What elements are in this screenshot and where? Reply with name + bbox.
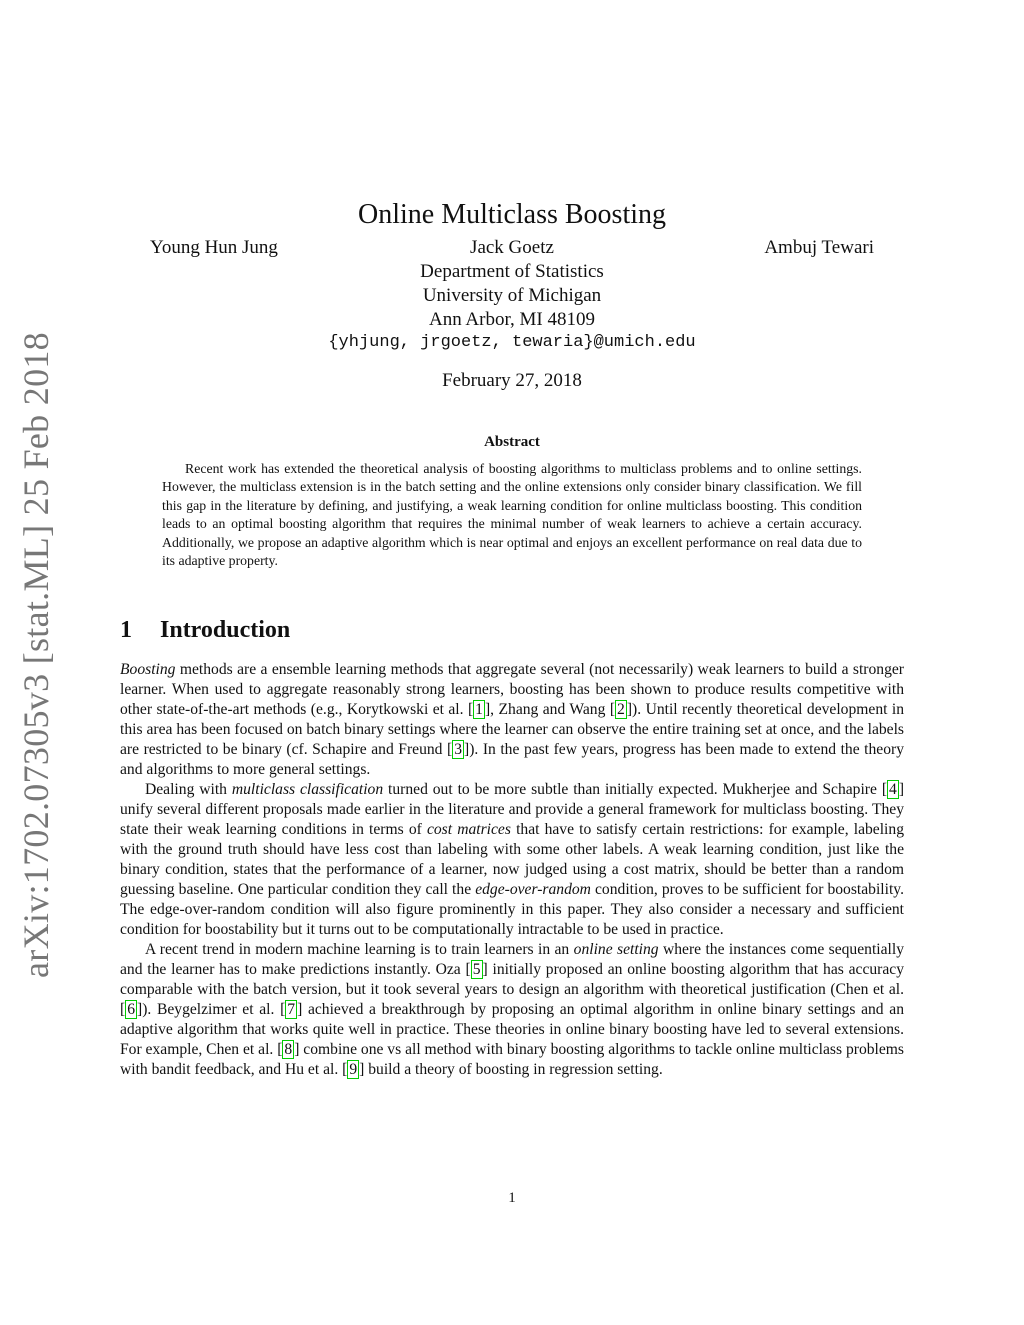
intro-paragraph-1: Boosting methods are a ensemble learning methods that aggregate several (not necessarily) weak learners to build a stronger learner. When used to aggregate reasonably strong learners, boosting has been shown to produce results competitive with other state-of-the-art methods (e.g., Korytkowski et al. [ 1 ], Zhang and Wang [ 2 ]). Until recently theoretical development in this area has been focused on batch binary settings where the learner can observe the entire training set at once, and the labels are restricted to be binary (cf. Schapire and Freund [ 3 ]). In the past few years, progress has been made to extend the theory and algorithms to more general settings. <box>120 661 905 778</box>
author-1: Young Hun Jung <box>150 237 278 258</box>
emphasis-cost-matrices: cost matrices <box>426 821 511 838</box>
emphasis-multiclass-classification: multiclass classification <box>231 781 384 798</box>
citation-link-4[interactable]: 4 <box>889 781 897 798</box>
author-3: Ambuj Tewari <box>764 237 874 258</box>
affiliation-university: University of Michigan <box>422 285 602 306</box>
abstract-text: Recent work has extended the theoretical analysis of boosting algorithms to multiclass problems and to online settings. However, the multiclass extension is in the batch setting and the online extensions only consider binary classification. We fill this gap in the literature by defining, and justifying, a weak learning condition for online multiclass boosting. This condition leads to an optimal boosting algorithm that requires the minimal number of weak learners to achieve a certain accuracy. Additionally, we propose an adaptive algorithm which is near optimal and enjoys an excellent performance on real data due to its adaptive property. <box>162 461 862 569</box>
citation-link-7[interactable]: 7 <box>287 1001 296 1018</box>
paper-title: Online Multiclass Boosting <box>358 198 666 230</box>
emphasis-boosting: Boosting <box>120 661 176 678</box>
intro-paragraph-3: A recent trend in modern machine learning is to train learners in an online setting where the instances come sequentially and the learner has to make predictions instantly. Oza [ 5 ] initially proposed an online boosting algorithm that has accuracy comparable with the batch version, but it took several years to design an algorithm with theoretical justification (Chen et al. [ 6 ]). Beygelzimer et al. [ 7 ] achieved a breakthrough by proposing an optimal algorithm in online binary settings and an adaptive algorithm that works quite well in practice. These theories in online binary boosting have led to several extensions. For example, Chen et al. [ 8 ] combine one vs all method with binary boosting algorithms to tackle online multiclass problems with bandit feedback, and Hu et al. [ 9 ] build a theory of boosting in regression setting. <box>120 941 904 1078</box>
author-emails[interactable]: {yhjung, jrgoetz, tewaria}@umich.edu <box>328 333 696 352</box>
affiliation-location: Ann Arbor, MI 48109 <box>428 309 595 330</box>
emphasis-edge-over-random: edge-over-random <box>475 881 591 898</box>
emphasis-online-setting: online setting <box>573 941 659 958</box>
paper-date: February 27, 2018 <box>442 370 582 391</box>
section-heading-introduction <box>120 617 290 644</box>
citation-link-8[interactable]: 8 <box>284 1041 293 1058</box>
section-number: 1 <box>120 617 132 643</box>
introduction-body <box>120 660 904 1080</box>
citation-link-2[interactable]: 2 <box>617 701 625 718</box>
author-2: Jack Goetz <box>470 237 554 258</box>
citation-link-3[interactable]: 3 <box>454 741 462 758</box>
citation-link-6[interactable]: 6 <box>127 1001 135 1018</box>
section-title: Introduction <box>160 617 291 643</box>
arxiv-stamp: arXiv:1702.07305v3 [stat.ML] 25 Feb 2018 <box>16 332 56 978</box>
citation-link-5[interactable]: 5 <box>472 961 481 978</box>
citation-link-1[interactable]: 1 <box>475 701 483 718</box>
citation-link-9[interactable]: 9 <box>349 1061 358 1078</box>
page-number: 1 <box>508 1190 516 1206</box>
intro-paragraph-2: Dealing with multiclass classification turned out to be more subtle than initially expected. Mukherjee and Schapire [ 4 ] unify several different proposals made earlier in the literature and provide a general framework for multiclass boosting. They state their weak learning conditions in terms of cost matrices that have to satisfy certain restrictions: for example, labeling with the ground truth should have less cost than labeling with some other labels. A weak learning condition, just like the binary condition, states that the performance of a learner, now judged using a cost matrix, should be better than a random guessing baseline. One particular condition they call the edge-over-random condition, proves to be sufficient for boostability. The edge-over-random condition will also figure prominently in this paper. They also consider a necessary and sufficient condition for boostability but it turns out to be computationally intractable to be used in practice. <box>120 781 905 938</box>
affiliation-department: Department of Statistics <box>420 261 604 282</box>
abstract-heading: Abstract <box>484 434 540 450</box>
